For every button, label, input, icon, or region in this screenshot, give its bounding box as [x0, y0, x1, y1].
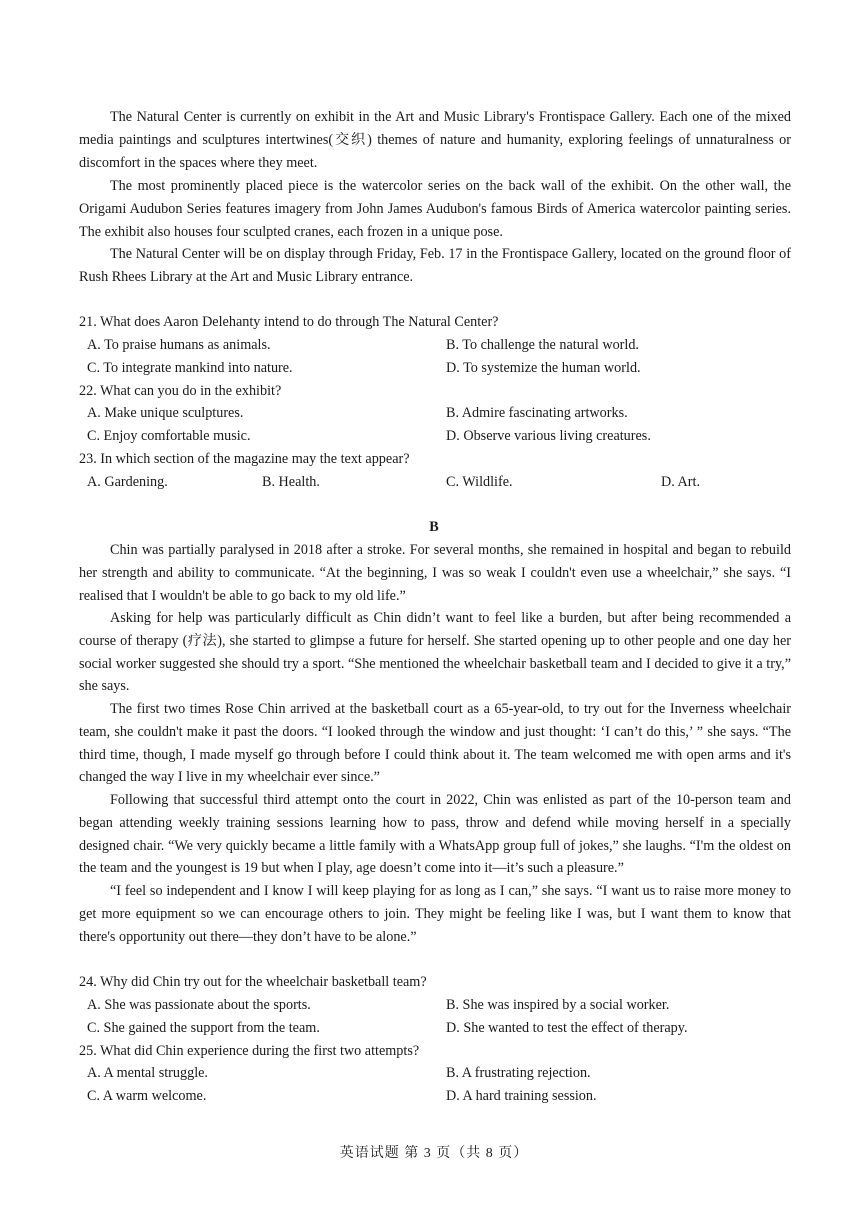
question-23-option-c: C. Wildlife. — [446, 474, 513, 490]
question-24-option-d: D. She wanted to test the effect of therapy. — [446, 1020, 688, 1036]
question-24-option-b: B. She was inspired by a social worker. — [446, 997, 670, 1013]
question-23-option-d: D. Art. — [661, 474, 701, 490]
question-22-option-a: A. Make unique sculptures. — [87, 405, 244, 421]
passage-a-paragraph-3: The Natural Center will be on display through Friday, Feb. 17 in the Frontispace Gallery, located on the ground floor of Rush Rhees Library at the Art and Music Library entrance. — [79, 246, 791, 285]
question-22-options-row-2 — [87, 425, 787, 448]
passage-b-paragraph-4: Following that successful third attempt onto the court in 2022, Chin was enlisted as part of the 10-person team and began attending weekly training sessions learning how to pass, throw and defend while moving herself in a specially designed chair. “We very quickly became a little family with a WhatsApp group full of jokes,” she laughs. “I'm the oldest on the team and the youngest is 19 but when I play, age doesn’t come into it—it’s such a pleasure.” — [79, 792, 791, 877]
question-23-stem: 23. In which section of the magazine may the text appear? — [79, 451, 410, 467]
passage-a-paragraph-2: The most prominently placed piece is the watercolor series on the back wall of the exhibit. On the other wall, the Origami Audubon Series features imagery from John James Audubon's famous Birds of America watercolor painting series. The exhibit also houses four sculpted cranes, each frozen in a unique pose. — [79, 178, 791, 240]
question-23-option-a: A. Gardening. — [87, 474, 168, 490]
question-22-option-d: D. Observe various living creatures. — [446, 428, 651, 444]
question-23-options-row — [87, 471, 787, 494]
question-22-option-b: B. Admire fascinating artworks. — [446, 405, 628, 421]
page-footer: 英语试题 第 3 页（共 8 页） — [339, 1146, 529, 1161]
passage-b-paragraph-1: Chin was partially paralysed in 2018 after a stroke. For several months, she remained in hospital and began to rebuild her strength and ability to communicate. “At the beginning, I was so weak I couldn't even use a wheelchair,” she says. “I realised that I wouldn't be able to go back to my old life.” — [79, 542, 791, 604]
passage-b-paragraph-2: Asking for help was particularly difficult as Chin didn’t want to feel like a burden, but after being recommended a course of therapy (疗法), she started to glimpse a future for herself. She started opening up to other people and one day her social worker suggested she should try a sport. “She mentioned the wheelchair basketball team and I decided to give it a try,” she says. — [79, 610, 791, 695]
question-21-option-d: D. To systemize the human world. — [446, 360, 641, 376]
question-25-options-row-2 — [87, 1085, 787, 1108]
passage-b-paragraph-5: “I feel so independent and I know I will keep playing for as long as I can,” she says. “I want us to raise more money to get more equipment so we can encourage others to join. They might be feeling like I was, but I want them to know that there's opportunity out there—they don’t have to be alone.” — [79, 883, 791, 945]
question-25-option-a: A. A mental struggle. — [87, 1065, 208, 1081]
question-21-stem: 21. What does Aaron Delehanty intend to do through The Natural Center? — [79, 314, 499, 330]
question-24-option-c: C. She gained the support from the team. — [87, 1020, 320, 1036]
question-22-stem: 22. What can you do in the exhibit? — [79, 383, 282, 399]
question-21-option-c: C. To integrate mankind into nature. — [87, 360, 293, 376]
question-22-option-c: C. Enjoy comfortable music. — [87, 428, 251, 444]
question-21-options-row-1 — [87, 334, 787, 357]
question-25-stem: 25. What did Chin experience during the first two attempts? — [79, 1043, 420, 1059]
question-25-option-d: D. A hard training session. — [446, 1088, 597, 1104]
question-21-option-b: B. To challenge the natural world. — [446, 337, 639, 353]
question-25-options-row-1 — [87, 1062, 787, 1085]
question-21-option-a: A. To praise humans as animals. — [87, 337, 271, 353]
passage-b-paragraph-3: The first two times Rose Chin arrived at the basketball court as a 65-year-old, to try out for the Inverness wheelchair team, she couldn't make it past the doors. “I looked through the window and just thought: ‘I can’t do this,’ ” she says. “The third time, though, I made myself go through before I could think about it. The team welcomed me with open arms and it's changed the way I live in my wheelchair ever since.” — [79, 701, 791, 786]
question-24-stem: 24. Why did Chin try out for the wheelchair basketball team? — [79, 974, 427, 990]
passage-a-paragraph-1: The Natural Center is currently on exhibit in the Art and Music Library's Frontispace Gallery. Each one of the mixed media paintings and sculptures intertwines(交织) themes of nature and humanity, exploring feelings of unnaturalness or discomfort in the spaces where they meet. — [79, 109, 791, 171]
question-24-option-a: A. She was passionate about the sports. — [87, 997, 311, 1013]
question-25-option-b: B. A frustrating rejection. — [446, 1065, 591, 1081]
question-25-option-c: C. A warm welcome. — [87, 1088, 207, 1104]
question-21-options-row-2 — [87, 357, 787, 380]
passage-b-title: B — [429, 519, 439, 535]
question-24-options-row-1 — [87, 994, 787, 1017]
question-23-option-b: B. Health. — [262, 474, 320, 490]
question-22-options-row-1 — [87, 402, 787, 425]
question-24-options-row-2 — [87, 1017, 787, 1040]
